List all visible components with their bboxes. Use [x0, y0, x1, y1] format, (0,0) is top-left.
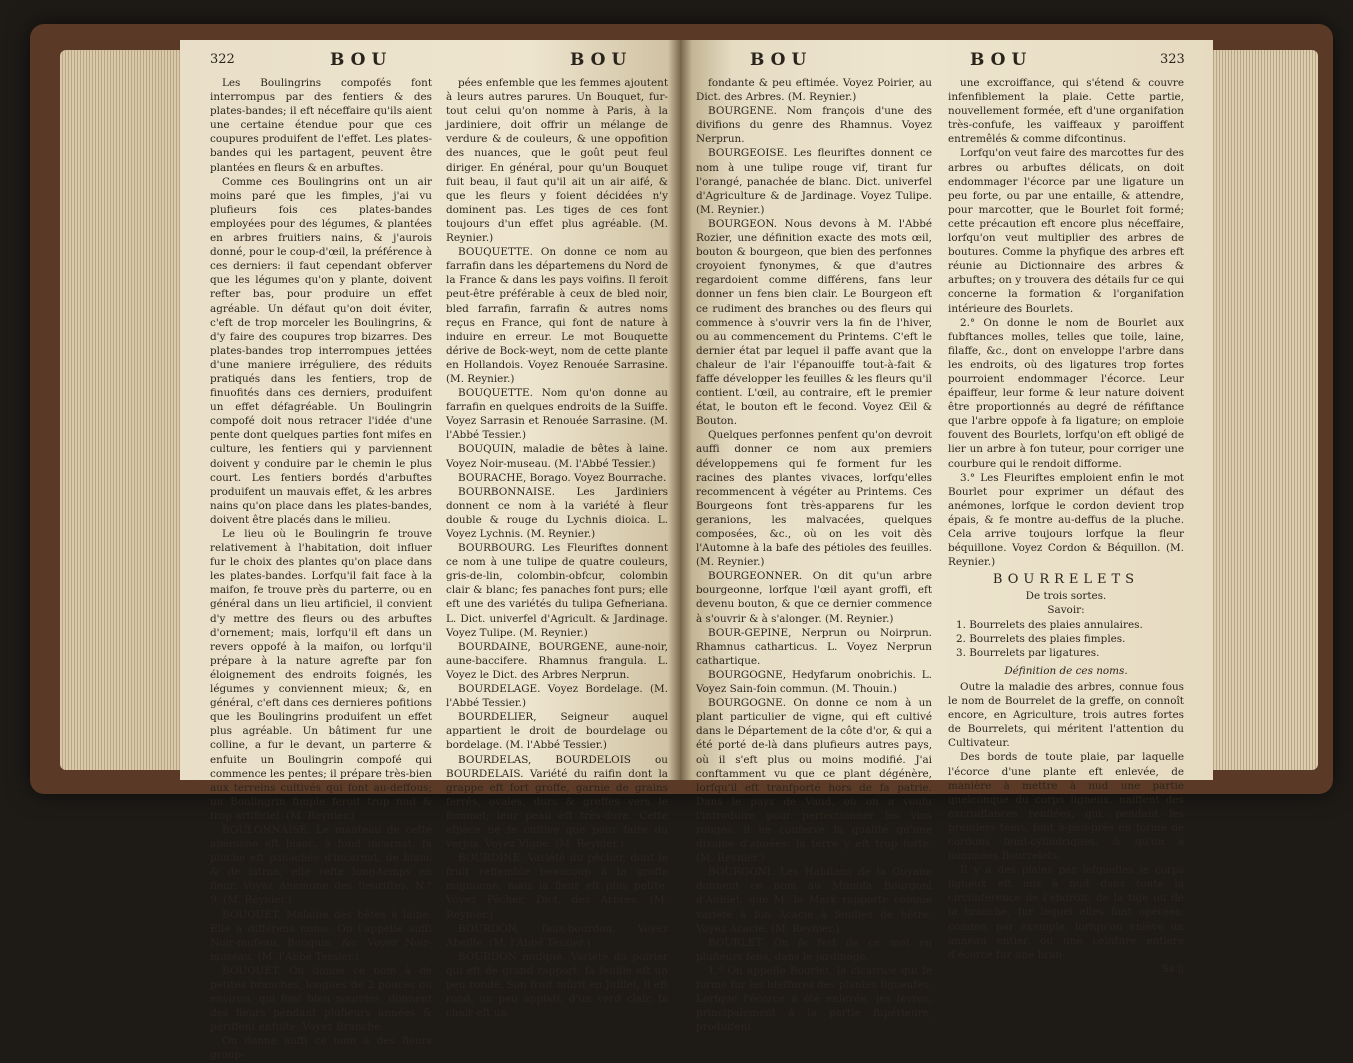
- bourrelets-list-paragraph: 2. Bourrelets des plaies fimples.: [956, 632, 1126, 645]
- page-edges-right: [1213, 50, 1318, 770]
- left-col2-paragraph: BOURDON, faux-bourdon. Voyez Abeille. (M. l'Abbé Tessier.): [446, 922, 668, 949]
- right-page: [680, 40, 1213, 1034]
- left-col2-paragraph: BOURDINE. Variété du pêcher, dont le fruit reffemble beaucoup à la groffe mignonne, mais la fleur eft plus petite. Voyez Pêcher, Dict. des Arbres. (M. Reynier.): [446, 852, 668, 921]
- running-head-right: BOU: [750, 50, 813, 70]
- bourrelets-list-paragraph: 1. Bourrelets des plaies annulaires.: [956, 618, 1143, 631]
- right-col1-paragraph: BOURLET. On fe fert de ce mot en plufieurs fens, dans le jardinage.: [696, 936, 932, 963]
- right-col1-paragraph: 1.° On appelle Bourlet, la cicatrice qui fe forme fur les bleffures des plantes ligneufes. Lorfque l'écorce a été enlevée, les lèvres, principalement à la partie fupérieure, produifent: [696, 964, 932, 1034]
- page-number-left: 322: [210, 52, 235, 67]
- right-col1-paragraph: BOURGOGNE, Hedyfarum onobrichis. L. Voyez Sain-foin commun. (M. Thouin.): [696, 668, 932, 696]
- left-col1-paragraph: BOUQUET. Maladie des bêtes à laine. Elle a différens noms. On l'appelle auffi Noir-mufeau, Bouquin, &c. Voyez Noir-museau. (M. l'Abbé Tessier.): [210, 908, 432, 963]
- right-column-1: [696, 76, 932, 1034]
- right-col1-paragraph: BOURGEOISE. Les fleuriftes donnent ce nom à une tulipe rouge vif, tirant fur l'orangé, panachée de blanc. Dict. univerfel d'Agriculture & de Jardinage. Voyez Tulipe. (M. Reynier.): [696, 147, 932, 216]
- right-col2-paragraph: 3.° Les Fleuriftes emploient enfin le mot Bourlet pour exprimer un défaut des anémones, lorfque le cordon devient trop épais, & fe montre au-deffus de la pluche. Cela arrive toujours lorfque la fleur béquillone. Voyez Cordon & Béquillon. (M. Reynier.): [948, 471, 1184, 569]
- signature-mark: Ss ij: [1161, 962, 1184, 975]
- running-head-left-2: BOU: [570, 50, 633, 70]
- left-col2-paragraph: BOURBOURG. Les Fleuriftes donnent ce nom à une tulipe de quatre couleurs, gris-de-lin, colombin-obfcur, colombin clair & blanc; fes panaches font purs; elle eft une des variétés du tulipa Gefneriana. L. Dict. univerfel d'Agricult. & Jardinage. Voyez Tulipe. (M. Reynier.): [446, 542, 668, 639]
- left-col2-paragraph: BOURDELIER, Seigneur auquel appartient le droit de bourdelage ou bordelage. (M. l'Abbé Tessier.): [446, 711, 668, 752]
- left-col2-paragraph: BOUQUIN, maladie de bêtes à laine. Voyez Noir-museau. (M. l'Abbé Tessier.): [446, 443, 668, 470]
- left-col1-paragraph: Comme ces Boulingrins ont un air moins paré que les fimples, j'ai vu plufieurs fois ces plates-bandes employées pour des légumes, & plantées en arbres fruitiers nains, & j'aurois donné, pour le coup-d'œil, la préférence à ces derniers: il faut cependant obferver que les légumes qu'on y plante, doivent refter bas, pour produire un effet agréable. Un défaut qu'on doit éviter, c'eft de trop morceler les Boulingrins, & d'y faire des coupures trop bizarres. Des plates-bandes trop interrompues jettées d'une maniere irréguliere, des réduits pratiqués dans les fentiers, trop de finuofités dans ces derniers, produifent un effet défagréable. Un Boulingrin compofé doit nous retracer l'idée d'une pente dont quelques parties font mifes en culture, les fentiers qui y parviennent doivent y conduire par le chemin le plus court. Les fentiers bordés d'arbuftes produifent un mauvais effet, & les arbres nains qu'on place dans les plates-bandes, doivent être placés dans le milieu.: [210, 175, 432, 526]
- page-edges-left: [60, 50, 180, 770]
- right-col1-paragraph: BOURGENE. Nom françois d'une des divifions du genre des Rhamnus. Voyez Nerprun.: [696, 105, 932, 146]
- section-title: BOURRELETS: [992, 572, 1140, 588]
- running-head-left: BOU: [330, 50, 393, 70]
- left-col2-paragraph: pées enfemble que les femmes ajoutent à leurs autres parures. Un Bouquet, fur-tout celui qu'on nomme à Paris, à la jardiniere, doit offrir un mélange de verdure & de couleurs, & une oppofition des nuances, que le goût peut feul diriger. En général, pour qu'un Bouquet fuit beau, il faut qu'il ait un air aifé, & que les fleurs y foient décidées n'y dominent pas. Les tiges de ces font toujours d'un effet plus agréable. (M. Reynier.): [446, 77, 668, 245]
- section-savoir: Savoir:: [1047, 604, 1085, 617]
- left-col2-paragraph: BOURBONNAISE. Les Jardiniers donnent ce nom à la variété à fleur double & rouge du Lychnis dioica. L. Voyez Lychnis. (M. Reynier.): [446, 485, 668, 540]
- left-col2-paragraph: BOURACHE, Borago. Voyez Bourrache.: [458, 471, 667, 484]
- left-col2-paragraph: BOURDELAS, BOURDELOIS ou BOURDELAIS. Variété du raifin dont la grappe eft fort groffe, garnie de grains ferrés, ovales, durs & greffes vers le fommet; leur peau eft très-dure. Cette efpèce ne fe cultive que pour faire du verjus. Voyez Vigne. (M. Reynier.): [446, 753, 668, 851]
- book-gutter: [668, 40, 692, 780]
- right-col2-after-paragraph: Des bords de toute plaie, par laquelle l'écorce d'une plante eft enlevée, de manière à mettre à nud une partie quelconque du corps ligneux, naiffent des excroiffances renflées, qui, pendant les premiers tems, font à-peu-près en forme de cordons femi-cylindriques, & qu'on a nommées Bourrelets.: [948, 751, 1184, 863]
- right-col2-paragraph: 2.° On donne le nom de Bourlet aux fubftances molles, telles que toile, laine, filaffe, &c., dont on enveloppe l'arbre dans les endroits, où des ligatures trop fortes pourroient endommager l'écorce. Leur épaiffeur, leur forme & leur nature doivent être proportionnés au degré de réfiftance que l'arbre oppofe à fa ligature; on emploie fouvent des Bourlets, lorfqu'on eft obligé de lier un arbre à fon tuteur, pour corriger une courbure qui le rendoit difforme.: [948, 316, 1184, 470]
- running-head-right-2: BOU: [970, 50, 1033, 70]
- bourrelets-list-paragraph: 3. Bourrelets par ligatures.: [956, 646, 1100, 659]
- right-col1-paragraph: BOURGOGNE. On donne ce nom à un plant particulier de vigne, qui eft cultivé dans le Département de la côte d'or, & qui a été porté de-là dans plufieurs autres pays, où il s'eft plus ou moins modifié. J'ai conftamment vu que ce plant dégénère, lorfqu'il eft tranfporté hors de fa patrie. Dans le pays de Vaud, où on a voulu l'introduire pour perfectionner les vins rouges, il ne conferve fa qualité qu'une dixaine d'années: la terre y eft trop forte. (M. Reynier.): [696, 697, 932, 865]
- left-column-2: [446, 76, 668, 1020]
- right-col1-paragraph: fondante & peu eftimée. Voyez Poirier, au Dict. des Arbres. (M. Reynier.): [696, 77, 932, 104]
- right-col2-after-paragraph: Outre la maladie des arbres, connue fous le nom de Bourrelet de la greffe, on connoît encore, en Agriculture, trois autres fortes de Bourrelets, qui méritent l'attention du Cultivateur.: [948, 680, 1184, 750]
- right-col1-paragraph: BOURGEONNER. On dit qu'un arbre bourgeonne, lorfque l'œil ayant groffi, eft devenu bouton, & que ce dernier commence à s'ouvrir & à s'alonger. (M. Reynier.): [696, 570, 932, 625]
- right-col1-paragraph: BOUR-GEPINE, Nerprun ou Noirprun. Rhamnus catharticus. L. Voyez Nerprun cathartique.: [696, 626, 932, 667]
- right-col1-paragraph: BOURGONI. Les Habitans de la Guyane donnent ce nom au Mimofa Bourgoni d'Aublet, que M. la Mark rapporte comme variété à fon Acacie à feuilles de hêtre. Voyez Acacie. (M. Reynier.): [696, 866, 932, 935]
- left-column-1: [210, 76, 432, 1063]
- section-subtitle: De trois sortes.: [1025, 590, 1107, 603]
- left-col1-paragraph: Les Boulingrins compofés font interrompus par des fentiers & des plates-bandes; il eft néceffaire qu'ils aient une certaine étendue pour que ces coupures produifent de l'effet. Les plates-bandes qui les partagent, peuvent être plantées en fleurs & en arbuftes.: [210, 77, 432, 174]
- left-col2-paragraph: BOURDON mufqué. Variété du poirier qui eft de grand rapport: fa feuille eft un peu ronde. Son fruit mûrit en Juillet, il eft rond, un peu applati, d'un verd clair, fa chair eft un: [446, 950, 668, 1020]
- left-col2-paragraph: BOUQUETTE. On donne ce nom au farrafin dans les départemens du Nord de la France & dans les pays voifins. Il feroit peut-être préférable à ceux de bled noir, bled farrafin, farrafin & autres noms reçus en France, qui font de nature à induire en erreur. Le mot Bouquette dérive de Bock-weyt, nom de cette plante en Hollandois. Voyez Renouée Sarrasine. (M. Reynier.): [446, 246, 668, 385]
- left-col1-paragraph: On donne auffi ce nom à des fleurs group-: [210, 1035, 432, 1062]
- left-col1-paragraph: BOULONNAISE. Le manteau de cette anémone eft blanc, à fond incarnat, fa pluche eft panachée d'incarnat, de blanc & de citron; elle refte long-temps en fleur. Voyez Anemone des fleuriftes, N.° 9. (M. Reynier.): [210, 823, 432, 907]
- right-col2-after-paragraph: Il y a des plaies par lefquelles le corps ligneux eft mis à nud dans toute la circonférence de l'endroit, de la tige ou de la branche, fur lequel elles font opérées: comme, par exemple, lorfqu'on enlève un anneau entier, ou une ceinture entière d'écorce fur une bran-: [948, 864, 1184, 961]
- definition-heading: Définition de ces noms.: [1004, 664, 1128, 677]
- right-column-2: [948, 76, 1184, 976]
- left-col2-paragraph: BOUQUETTE. Nom qu'on donne au farrafin en quelques endroits de la Suiffe. Voyez Sarrasin et Renouée Sarrasine. (M. l'Abbé Tessier.): [446, 387, 668, 442]
- right-col2-paragraph: une excroiffance, qui s'étend & couvre infenfiblement la plaie. Cette partie, nouvellement formée, eft d'une organifation très-confufe, les vaiffeaux y paroiffent entremêlés & comme difcontinus.: [948, 77, 1184, 146]
- left-page: [180, 40, 680, 1062]
- page-number-right: 323: [1160, 52, 1185, 67]
- right-col2-paragraph: Lorfqu'on veut faire des marcottes fur des arbres ou arbuftes délicats, on doit endommager l'écorce par une ligature un peu forte, ou par une entaille, & attendre, pour marcotter, que le Bourlet foit formé; cette précaution eft encore plus néceffaire, lorfqu'on veut multiplier des arbres de boutures. Comme la phyfique des arbres eft réunie au Dictionnaire des arbres & arbuftes; on y trouvera des détails fur ce qui concerne la formation & l'organifation intérieure des Bourlets.: [948, 147, 1184, 315]
- right-col1-paragraph: Quelques perfonnes penfent qu'on devroit auffi donner ce nom aux premiers développemens qui fe forment fur les racines des plantes vivaces, lorfqu'elles recommencent à végéter au Printems. Ces Bourgeons font très-apparens fur les geranions, les malvacées, quelques composées, &c., où on les voit dès l'Automne à la bafe des pétioles des feuilles. (M. Reynier.): [696, 429, 932, 569]
- left-col2-paragraph: BOURDAINE, BOURGENE, aune-noir, aune-baccifere. Rhamnus frangula. L. Voyez le Dict. des Arbres Nerprun.: [446, 640, 668, 681]
- left-col1-paragraph: BOUQUET. On donne ce nom à de petites branches, longues de 2 pouces ou environ, qui font bien nourries, donnent des fleurs pendant plufieurs années & périffent enfuite. Voyez Branche.: [210, 964, 432, 1034]
- left-col2-paragraph: BOURDELAGE. Voyez Bordelage. (M. l'Abbé Tessier.): [446, 683, 668, 710]
- left-col1-paragraph: Le lieu où le Boulingrin fe trouve relativement à l'habitation, doit influer fur le choix des plantes qu'on place dans les plates-bandes. Lorfqu'il fait face à la maifon, fe trouve près du parterre, ou en général dans un lieu artificiel, il convient d'y mettre des fleurs ou des arbuftes d'ornement; mais, lorfqu'il eft dans un revers oppofé à la maifon, ou lorfqu'il prépare à la nature agrefte par fon éloignement des endroits foignés, les légumes y conviennent mieux; &, en général, c'eft dans ces dernieres pofitions que les Boulingrins produifent un effet plus agréable. Un bâtiment fur une colline, a fur le devant, un parterre & enfuite un Boulingrin compofé qui commence les pentes; il prépare très-bien aux terreins cultivés qui font au-deffous; un Boulingrin fimple feroit trop nud & trop artificiel. (M. Reynier.): [210, 528, 432, 822]
- right-col1-paragraph: BOURGEON. Nous devons à M. l'Abbé Rozier, une définition exacte des mots œil, bouton & bourgeon, que bien des perfonnes croyoient fynonymes, & que d'autres regardoient comme différens, fans leur donner un fens bien clair. Le Bourgeon eft ce rudiment des branches ou des fleurs qui commence à s'ouvrir vers la fin de l'hiver, ou au commencement du Printems. C'eft le dernier état par lequel il paffe avant que la chaleur de l'air l'épanouiffe tout-à-fait & faffe développer les feuilles & les fleurs qu'il contient. L'œil, au contraire, eft le premier état, le bouton eft le fecond. Voyez Œil & Bouton.: [696, 217, 932, 428]
